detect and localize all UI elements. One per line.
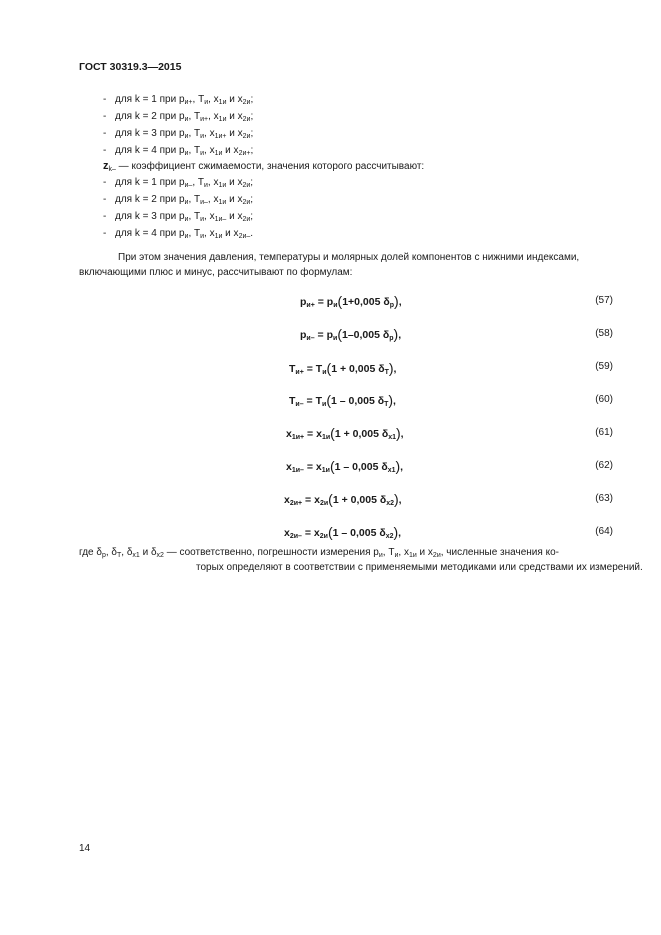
formula-61: $x_{1и+} = x_{1и}(1 + 0,005$ $\delta_{x1}$), — [286, 425, 404, 441]
equation-number: (63) — [595, 493, 613, 504]
formula-57: $p_{и+} = p_и(1+0,005$ $\delta_p$), — [300, 293, 402, 309]
equation-number: (64) — [595, 526, 613, 537]
z-symbol: z — [103, 160, 109, 172]
where-continuation: торых определяют в соответствии с применяемыми методиками или средствами их измерений. — [196, 562, 643, 573]
equation-number: (62) — [595, 460, 613, 471]
formula-59: $T_{и+} = T_и(1 + 0,005$ $\delta_T$), — [289, 360, 397, 376]
intro-paragraph: При этом значения давления, температуры и молярных долей компонентов с нижними индексами, включающими плюс и минус, рассчитывают по формулам: — [79, 252, 580, 278]
equation-number: (58) — [595, 328, 613, 339]
list-item: - для k = 2 при $p_и$, $T_{и-}$, $x_{1и}$ и $x_{2и}$; — [103, 194, 254, 206]
list-item: - для k = 3 при $p_и$, $T_и$, $x_{1и-}$ и $x_{2и}$; — [103, 211, 254, 223]
equation-number: (57) — [595, 295, 613, 306]
equation-number: (61) — [595, 427, 613, 438]
list-item: - для k = 1 при $p_{и-}$, $T_и$, $x_{1и}$ и $x_{2и}$; — [103, 177, 254, 189]
formula-64: $x_{2и-} = x_{2и}(1 - 0,005$ $\delta_{x2}$), — [284, 524, 402, 540]
formula-60: $T_{и-} = T_и(1 - 0,005$ $\delta_T$), — [289, 392, 396, 408]
equation-number: (60) — [595, 394, 613, 405]
formula-58: $p_{и-} = p_и(1-0,005$ $\delta_p$), — [300, 326, 402, 342]
list-item: - для k = 4 при $p_и$, $T_и$, $x_{1и}$ и $x_{2и+}$; — [103, 145, 254, 157]
where-first-line: где $\delta_p$, $\delta_T$, $\delta_{x1}$ и $\delta_{x2}$ — соответственно, погрешности измерения $p_и$, $T_и$, $x_{1и}$ и $x_{2и}$, численные значения ко- — [79, 547, 559, 559]
document-header: ГОСТ 30319.3—2015 — [79, 61, 182, 73]
list-item: - для k = 4 при $p_и$, $T_и$, $x_{1и}$ и $x_{2и-}$. — [103, 228, 254, 240]
where-clause — [79, 545, 643, 573]
list-item: - для k = 2 при $p_и$, $T_{и+}$, $x_{1и}$ и $x_{2и}$; — [103, 111, 254, 123]
equation-number: (59) — [595, 361, 613, 372]
list-item: - для k = 1 при $p_{и+}$, $T_и$, $x_{1и}$ и $x_{2и}$; — [103, 94, 254, 106]
formula-63: $x_{2и+} = x_{2и}(1 + 0,005$ $\delta_{x2}$), — [284, 491, 402, 507]
list-item: - для k = 3 при $p_и$, $T_и$, $x_{1и+}$ и $x_{2и}$; — [103, 128, 254, 140]
page-number: 14 — [79, 843, 91, 854]
formula-62: $x_{1и-} = x_{1и}(1 - 0,005$ $\delta_{x1}$), — [286, 458, 404, 474]
